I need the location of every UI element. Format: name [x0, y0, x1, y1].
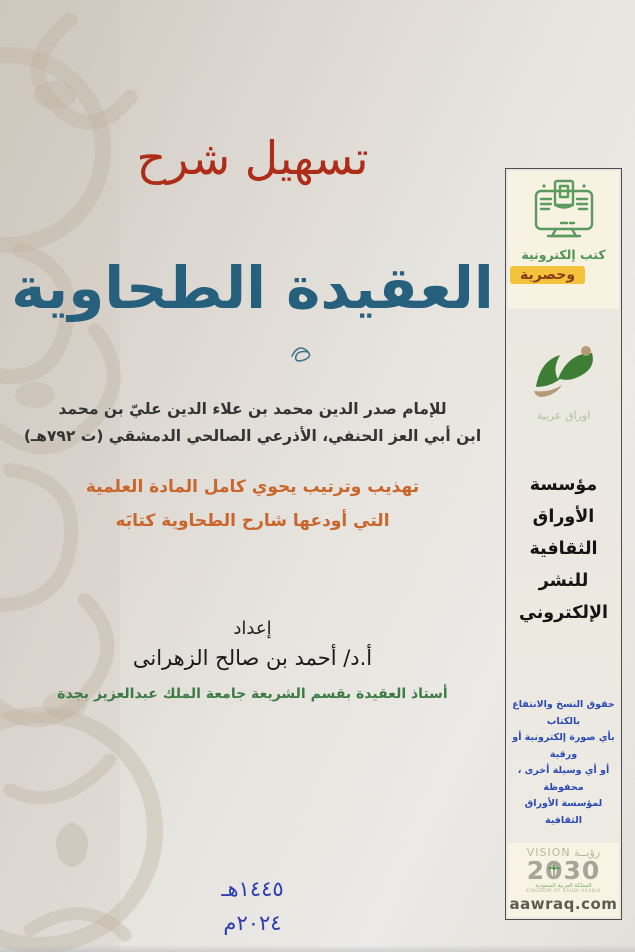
author-attribution: [0, 396, 505, 450]
prepared-by-heading: إعداد: [233, 618, 272, 639]
awraq-logo-icon: [528, 341, 600, 407]
publisher-name: [506, 469, 621, 629]
edition-description: [0, 470, 505, 538]
series-title: تسهيل شرح: [136, 131, 369, 185]
publisher-word-3: الثقافية: [529, 539, 598, 559]
exclusive-badge-label: وحصرية: [510, 266, 585, 284]
palm-zero: [545, 856, 564, 885]
publisher-website: aawraq.com: [509, 895, 618, 913]
ebooks-badge: [508, 171, 619, 309]
copyright-notice: [506, 697, 621, 829]
copyright-line-3: أو أي وسيلة أخرى ، محفوظة: [517, 765, 610, 793]
copyright-line-2: بأي صورة إلكترونية أو ورقية: [512, 732, 615, 760]
author-line-1: للإمام صدر الدين محمد بن علاء الدين عليّ بن محمد: [58, 400, 447, 418]
publisher-word-5: الإلكتروني: [519, 603, 608, 623]
vision-english: VISION: [526, 846, 571, 859]
gregorian-year: ٢٠٢٤م: [223, 911, 282, 935]
ebook-monitor-icon: [508, 179, 619, 245]
year-digits: 30: [563, 856, 601, 885]
publisher-word-2: الأوراق: [532, 507, 595, 527]
copyright-line-4: لمؤسسة الأوراق الثقافية: [524, 798, 603, 826]
ebooks-badge-label: كتب إلكترونية: [521, 247, 606, 262]
description-line-1: تهذيب وترتيب يحوي كامل المادة العلمية: [85, 477, 420, 497]
kingdom-arabic: المملكة العربية السعودية: [535, 883, 592, 889]
year-digit: 0: [545, 856, 564, 885]
hijri-year: ١٤٤٥هـ: [221, 877, 284, 901]
publication-date: [0, 872, 505, 940]
copyright-line-1: حقوق النسخ والانتفاع بالكتاب: [512, 699, 615, 727]
publisher-word-4: للنشر: [538, 571, 589, 591]
palm-tree-icon: [548, 865, 560, 877]
prepared-by-name: أ.د/ أحمد بن صالح الزهرانى: [132, 646, 373, 670]
calligrapher-signature-icon: [288, 342, 318, 364]
awraq-logo-label: اوراق عربية: [536, 409, 591, 422]
description-line-2: التي أودعها شارح الطحاوية كتابَه: [115, 511, 390, 531]
awraq-arabia-logo: [506, 341, 621, 422]
vision-2030-logo: [508, 843, 619, 917]
kingdom-english: KINGDOM OF SAUDI ARABIA: [526, 889, 601, 894]
year-digit: 2: [526, 856, 546, 885]
vision-arabic: رؤيــة: [574, 846, 601, 859]
prepared-by-title: أستاذ العقيدة بقسم الشريعة جامعة الملك عبدالعزيز بجدة: [57, 686, 448, 702]
publisher-sidebar: [505, 168, 622, 920]
author-line-2: ابن أبي العز الحنفي، الأذرعي الصالحي الدمشقي (ت ٧٩٢هـ): [23, 427, 482, 445]
book-title: العقيدة الطحاوية: [11, 254, 494, 322]
vision-year: [508, 856, 619, 885]
publisher-word-1: مؤسسة: [529, 475, 598, 495]
